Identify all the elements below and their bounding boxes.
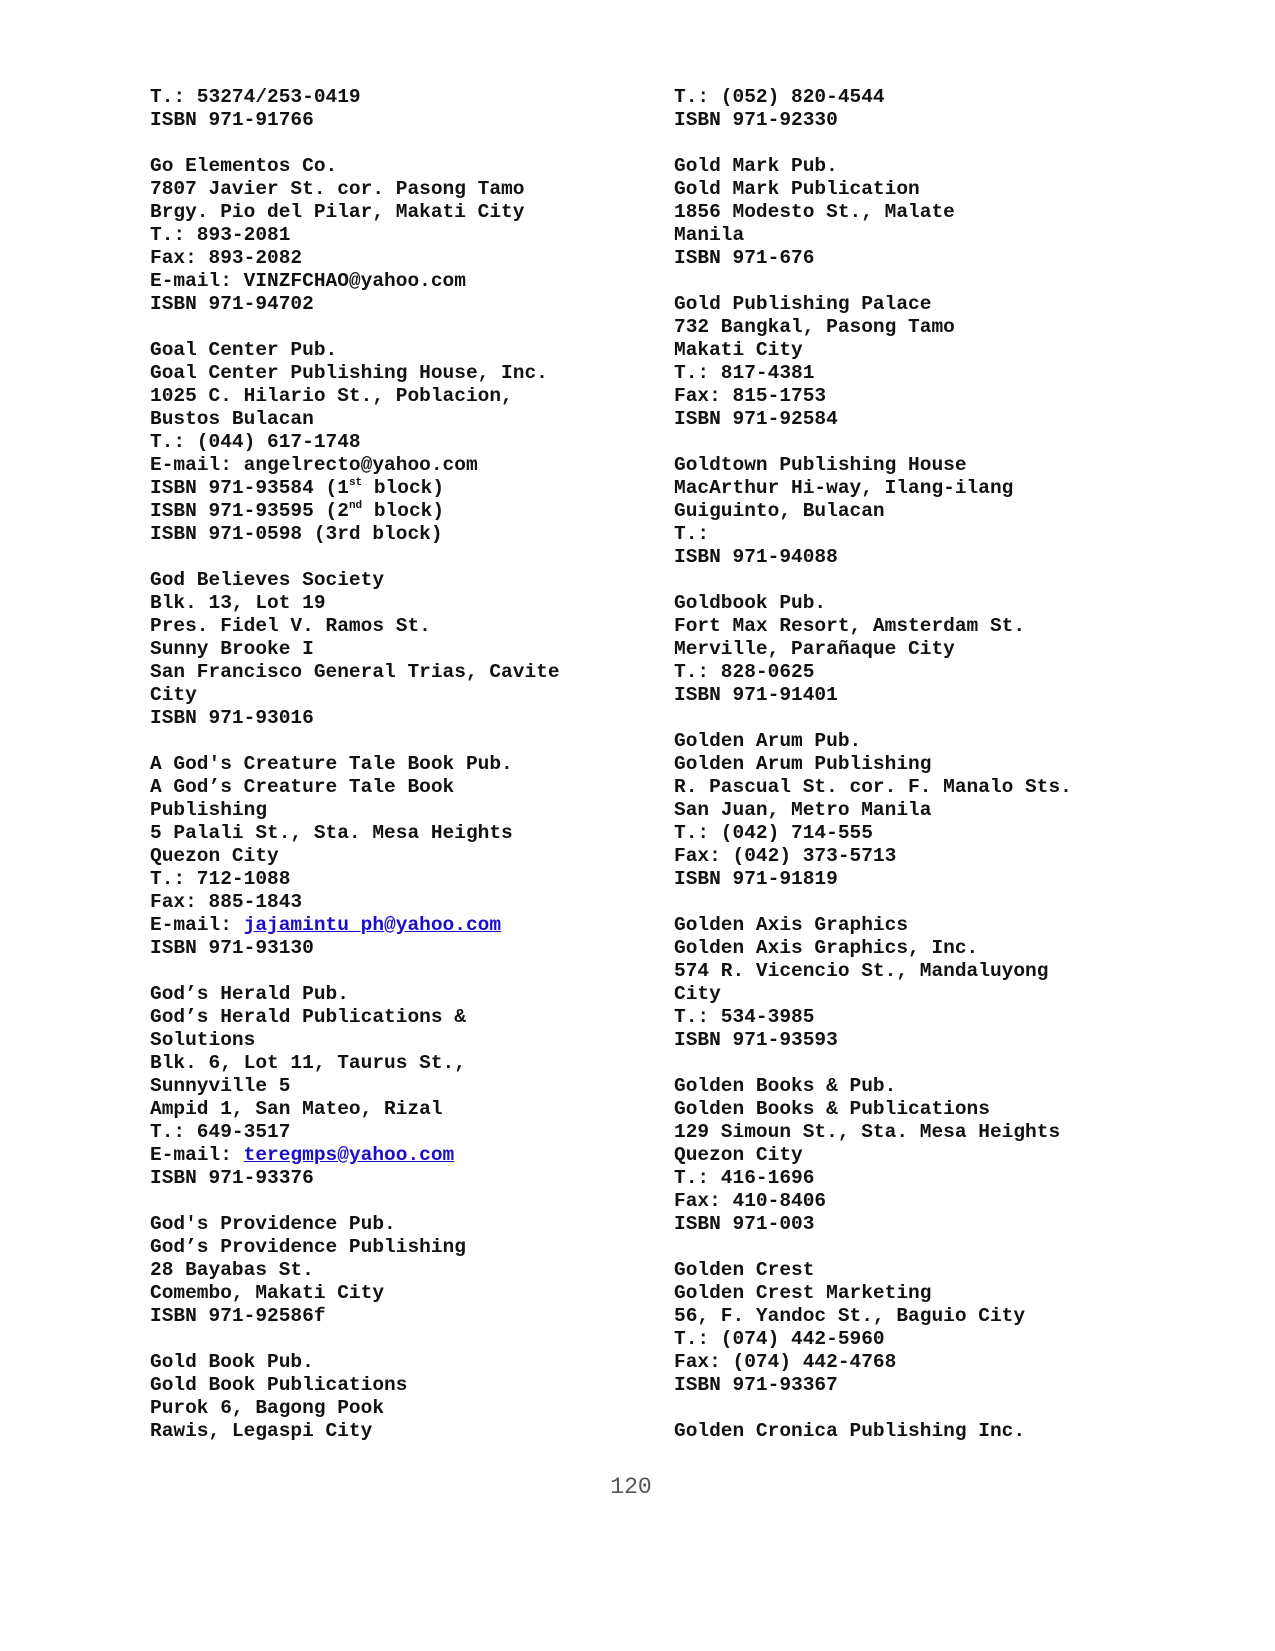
- text-line: Fax: 885-1843: [150, 891, 303, 913]
- entry-title: Goldbook Pub.: [674, 592, 827, 614]
- text-line: Merville, Parañaque City: [674, 638, 955, 660]
- text-line: San Francisco General Trias, Cavite: [150, 661, 560, 683]
- text-line: Fax: (042) 373-5713: [674, 845, 897, 867]
- text-line: Publishing: [150, 799, 268, 821]
- email-link[interactable]: teregmps@yahoo.com: [243, 1144, 455, 1166]
- text-line: ISBN 971-94088: [674, 546, 838, 568]
- email-label: E-mail:: [150, 914, 244, 936]
- email-label: E-mail:: [150, 1144, 244, 1166]
- text-line: ISBN 971-0598 (3rd block): [150, 523, 443, 545]
- text-line: Rawis, Legaspi City: [150, 1420, 373, 1442]
- text-line: Goal Center Publishing House, Inc.: [150, 362, 548, 384]
- text-line: T.: 893-2081: [150, 224, 291, 246]
- isbn-tail: block): [362, 500, 445, 522]
- text-line: 28 Bayabas St.: [150, 1259, 314, 1281]
- blank-line: [150, 546, 650, 569]
- text-line: Blk. 6, Lot 11, Taurus St.,: [150, 1052, 466, 1074]
- text-line: Solutions: [150, 1029, 256, 1051]
- text-line: Gold Mark Publication: [674, 178, 920, 200]
- text-line: Quezon City: [674, 1144, 803, 1166]
- entry-title: Goal Center Pub.: [150, 339, 338, 361]
- isbn-text: ISBN 971-93584 (1: [150, 477, 349, 499]
- blank-line: [674, 891, 1234, 914]
- text-line: 7807 Javier St. cor. Pasong Tamo: [150, 178, 525, 200]
- text-line: City: [150, 684, 197, 706]
- entry-title: Gold Publishing Palace: [674, 293, 932, 315]
- text-line: Golden Crest Marketing: [674, 1282, 932, 1304]
- text-line: Quezon City: [150, 845, 279, 867]
- entry-title: Goldtown Publishing House: [674, 454, 967, 476]
- entry-title: God's Providence Pub.: [150, 1213, 396, 1235]
- entry-title: God Believes Society: [150, 569, 385, 591]
- text-line: Gold Book Publications: [150, 1374, 408, 1396]
- text-line: 129 Simoun St., Sta. Mesa Heights: [674, 1121, 1061, 1143]
- text-line: Golden Axis Graphics, Inc.: [674, 937, 979, 959]
- text-line: ISBN 971-91766: [150, 109, 314, 131]
- text-line: Fax: 410-8406: [674, 1190, 827, 1212]
- text-line: T.: 53274/253-0419: [150, 86, 361, 108]
- text-line: MacArthur Hi-way, Ilang-ilang: [674, 477, 1014, 499]
- text-line: Bustos Bulacan: [150, 408, 314, 430]
- text-line: City: [674, 983, 721, 1005]
- text-line: Sunnyville 5: [150, 1075, 291, 1097]
- text-line: 574 R. Vicencio St., Mandaluyong: [674, 960, 1049, 982]
- text-line: ISBN 971-92584: [674, 408, 838, 430]
- text-line: ISBN 971-93593: [674, 1029, 838, 1051]
- text-line: ISBN 971-92586f: [150, 1305, 326, 1327]
- entry-title: Golden Crest: [674, 1259, 815, 1281]
- entry-title: Golden Arum Pub.: [674, 730, 862, 752]
- blank-line: [674, 132, 1234, 155]
- text-line: T.: 649-3517: [150, 1121, 291, 1143]
- entry-title: A God's Creature Tale Book Pub.: [150, 753, 513, 775]
- blank-line: [674, 707, 1234, 730]
- blank-line: [150, 1190, 650, 1213]
- text-line: T.: 712-1088: [150, 868, 291, 890]
- text-line: E-mail: VINZFCHAO@yahoo.com: [150, 270, 466, 292]
- text-line: Brgy. Pio del Pilar, Makati City: [150, 201, 525, 223]
- text-line: T.:: [674, 523, 710, 545]
- email-line: [150, 1144, 650, 1167]
- ordinal-sup: st: [348, 477, 363, 489]
- text-line: Pres. Fidel V. Ramos St.: [150, 615, 431, 637]
- blank-line: [150, 132, 650, 155]
- text-line: Purok 6, Bagong Pook: [150, 1397, 385, 1419]
- email-link[interactable]: jajamintu_ph@yahoo.com: [243, 914, 502, 936]
- blank-line: [674, 569, 1234, 592]
- blank-line: [150, 1328, 650, 1351]
- ordinal-sup: nd: [348, 500, 363, 512]
- text-line: 56, F. Yandoc St., Baguio City: [674, 1305, 1026, 1327]
- text-line: ISBN 971-93376: [150, 1167, 314, 1189]
- text-line: T.: 416-1696: [674, 1167, 815, 1189]
- text-line: R. Pascual St. cor. F. Manalo Sts.: [674, 776, 1072, 798]
- text-line: Ampid 1, San Mateo, Rizal: [150, 1098, 443, 1120]
- isbn-line: [150, 500, 650, 523]
- text-line: 1856 Modesto St., Malate: [674, 201, 955, 223]
- text-line: 1025 C. Hilario St., Poblacion,: [150, 385, 513, 407]
- text-line: Comembo, Makati City: [150, 1282, 385, 1304]
- text-line: ISBN 971-91819: [674, 868, 838, 890]
- entry-title: Golden Books & Pub.: [674, 1075, 897, 1097]
- blank-line: [674, 270, 1234, 293]
- text-line: San Juan, Metro Manila: [674, 799, 932, 821]
- text-line: Golden Books & Publications: [674, 1098, 990, 1120]
- text-line: ISBN 971-91401: [674, 684, 838, 706]
- text-line: T.: (052) 820-4544: [674, 86, 885, 108]
- blank-line: [150, 960, 650, 983]
- text-line: Fax: 815-1753: [674, 385, 827, 407]
- text-line: E-mail: angelrecto@yahoo.com: [150, 454, 478, 476]
- entry-title: Go Elementos Co.: [150, 155, 338, 177]
- text-line: ISBN 971-93016: [150, 707, 314, 729]
- blank-line: [150, 316, 650, 339]
- text-line: T.: (074) 442-5960: [674, 1328, 885, 1350]
- left-column: [150, 86, 650, 1443]
- text-line: Makati City: [674, 339, 803, 361]
- text-line: God’s Herald Publications &: [150, 1006, 466, 1028]
- blank-line: [674, 1236, 1234, 1259]
- text-line: Golden Arum Publishing: [674, 753, 932, 775]
- text-line: Fax: (074) 442-4768: [674, 1351, 897, 1373]
- text-line: T.: 828-0625: [674, 661, 815, 683]
- entry-title: Golden Cronica Publishing Inc.: [674, 1420, 1026, 1442]
- text-line: T.: 534-3985: [674, 1006, 815, 1028]
- text-line: Fort Max Resort, Amsterdam St.: [674, 615, 1026, 637]
- text-line: T.: (042) 714-555: [674, 822, 873, 844]
- text-line: 732 Bangkal, Pasong Tamo: [674, 316, 955, 338]
- isbn-tail: block): [362, 477, 445, 499]
- text-line: ISBN 971-93367: [674, 1374, 838, 1396]
- text-line: ISBN 971-93130: [150, 937, 314, 959]
- text-line: ISBN 971-94702: [150, 293, 314, 315]
- isbn-line: [150, 477, 650, 500]
- text-line: Blk. 13, Lot 19: [150, 592, 326, 614]
- text-line: A God’s Creature Tale Book: [150, 776, 455, 798]
- entry-title: God’s Herald Pub.: [150, 983, 349, 1005]
- text-line: ISBN 971-003: [674, 1213, 815, 1235]
- blank-line: [674, 431, 1234, 454]
- text-line: T.: (044) 617-1748: [150, 431, 361, 453]
- text-line: 5 Palali St., Sta. Mesa Heights: [150, 822, 513, 844]
- isbn-text: ISBN 971-93595 (2: [150, 500, 349, 522]
- entry-title: Gold Mark Pub.: [674, 155, 838, 177]
- entry-title: Gold Book Pub.: [150, 1351, 314, 1373]
- text-line: T.: 817-4381: [674, 362, 815, 384]
- text-line: Manila: [674, 224, 745, 246]
- text-line: ISBN 971-92330: [674, 109, 838, 131]
- text-line: God’s Providence Publishing: [150, 1236, 466, 1258]
- text-line: Sunny Brooke I: [150, 638, 314, 660]
- blank-line: [150, 730, 650, 753]
- entry-title: Golden Axis Graphics: [674, 914, 909, 936]
- text-line: Guiguinto, Bulacan: [674, 500, 885, 522]
- page-number: 120: [610, 1474, 652, 1500]
- blank-line: [674, 1052, 1234, 1075]
- email-line: [150, 914, 650, 937]
- text-line: ISBN 971-676: [674, 247, 815, 269]
- right-column: [674, 86, 1234, 1443]
- text-line: Fax: 893-2082: [150, 247, 303, 269]
- blank-line: [674, 1397, 1234, 1420]
